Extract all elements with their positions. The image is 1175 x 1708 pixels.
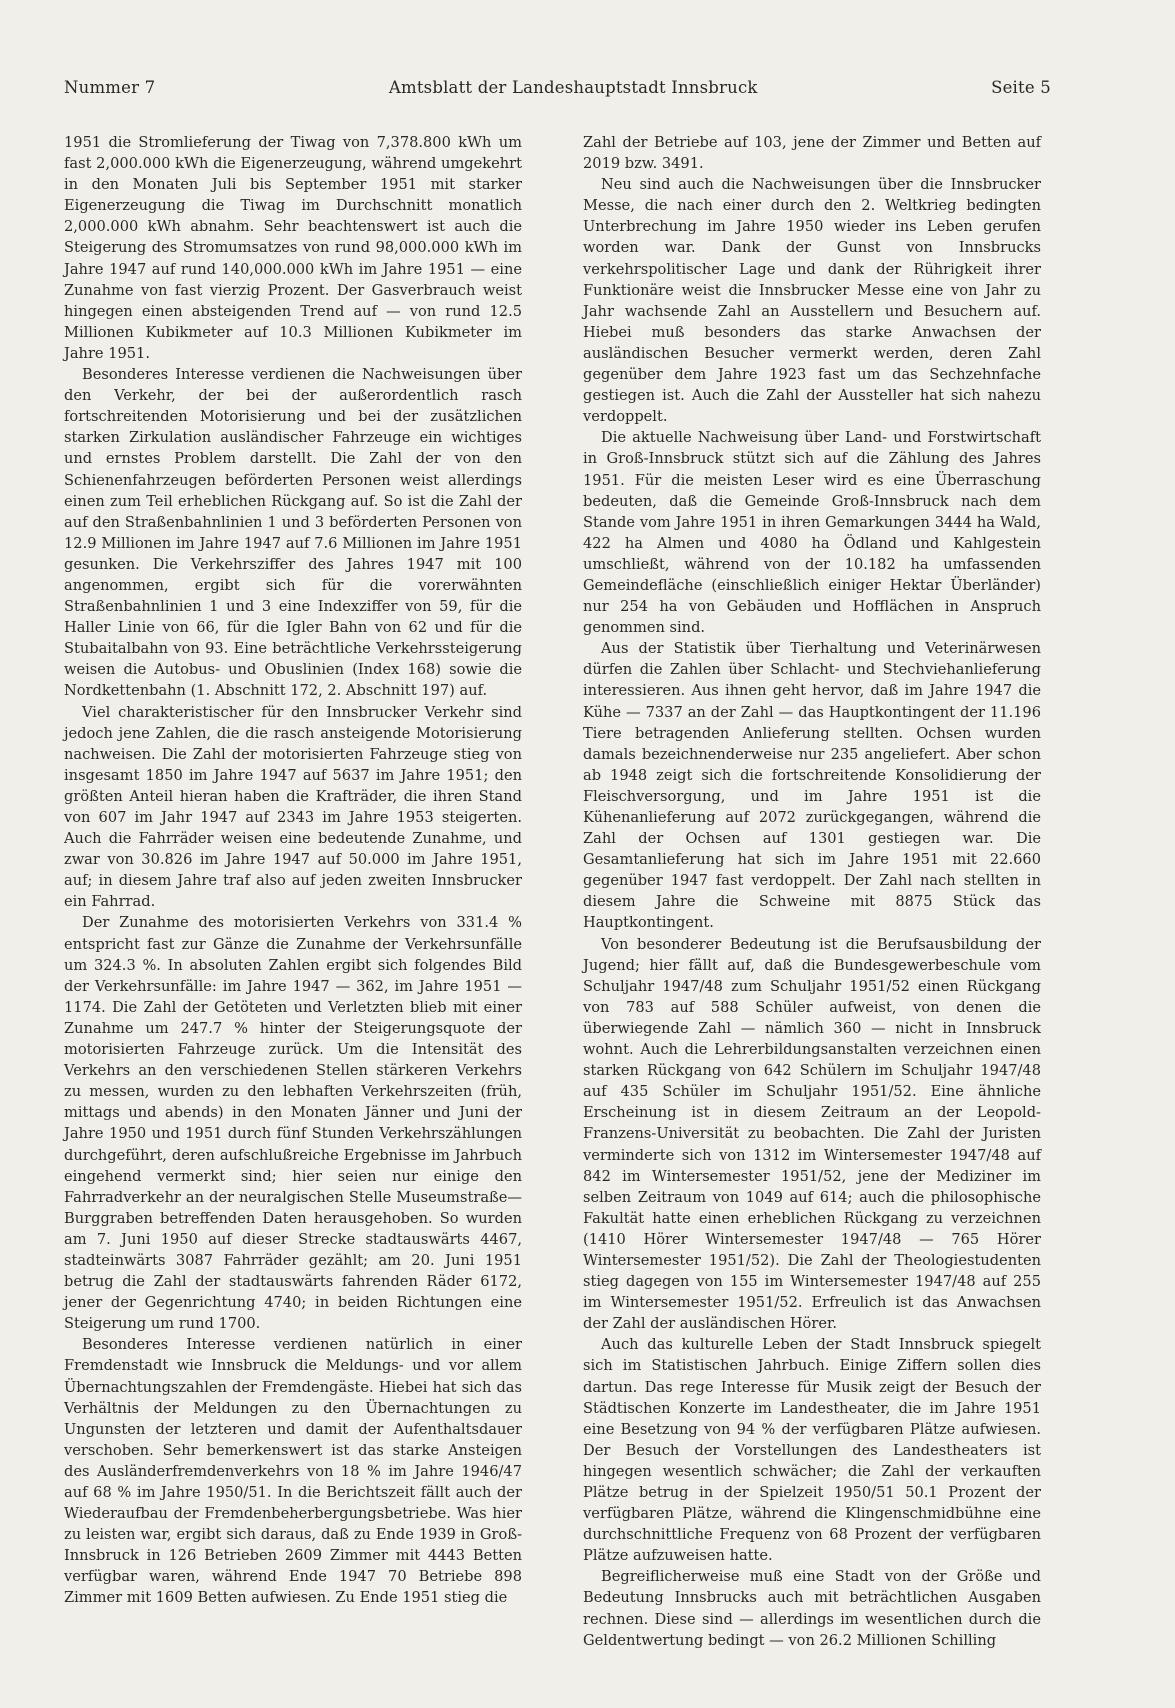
paragraph: Von besonderer Bedeutung ist die Berufsausbildung der Jugend; hier fällt auf, daß die Bundesgewerbeschule vom Schuljahr 1947/48 zum Schuljahr 1951/52 einen Rückgang von 783 auf 588 Schüler aufweist, von denen die überwiegende Zahl — nämlich 360 — nicht in Innsbruck wohnt. Auch die Lehrerbildungsanstalten verzeichnen einen starken Rückgang von 642 Schülern im Schuljahr 1947/48 auf 435 Schüler im Schuljahr 1951/52. Eine ähnliche Erscheinung ist in diesem Zeitraum an der Leopold-Franzens-Universität zu beobachten. Die Zahl der Juristen verminderte sich von 1312 im Wintersemester 1947/48 auf 842 im Wintersemester 1951/52, jene der Mediziner im selben Zeitraum von 1049 auf 614; auch die philosophische Fakultät hatte einen erheblichen Rückgang zu verzeichnen (1410 Hörer Wintersemester 1947/48 — 765 Hörer Wintersemester 1951/52). Die Zahl der Theologiestudenten stieg dagegen von 155 im Wintersemester 1947/48 auf 255 im Wintersemester 1951/52. Erfreulich ist das Anwachsen der Zahl der ausländischen Hörer. <box>583 935 1041 1333</box>
paragraph: Aus der Statistik über Tierhaltung und Veterinärwesen dürfen die Zahlen über Schlacht- und Stechviehanlieferung interessieren. Aus ihnen geht hervor, daß im Jahre 1947 die Kühe — 7337 an der Zahl — das Hauptkontingent der 11.196 Tiere betragenden Anlieferung stellten. Ochsen wurden damals bezeichnenderweise nur 235 angeliefert. Aber schon ab 1948 zeigt sich die fortschreitende Konsolidierung der Fleischversorgung, und im Jahre 1951 ist die Kühenanlieferung auf 2072 zurückgegangen, während die Zahl der Ochsen auf 1301 gestiegen war. Die Gesamtanlieferung hat sich im Jahre 1951 mit 22.660 gegenüber 1947 fast verdoppelt. Der Zahl nach stellten in diesem Jahre die Schweine mit 8875 Stück das Hauptkontingent. <box>583 640 1041 932</box>
paragraph: Besonderes Interesse verdienen die Nachweisungen über den Verkehr, der bei der außerordentlich rasch fortschreitenden Motorisierung und bei der zusätzlichen starken Zirkulation ausländischer Fahrzeuge ein wichtiges und ernstes Problem darstellt. Die Zahl der von den Schienenfahrzeugen beförderten Personen weist allerdings einen zum Teil erheblichen Rückgang auf. So ist die Zahl der auf den Straßenbahnlinien 1 und 3 beförderten Personen von 12.9 Millionen im Jahre 1947 auf 7.6 Millionen im Jahre 1951 gesunken. Die Verkehrsziffer des Jahres 1947 mit 100 angenommen, ergibt sich für die vorerwähnten Straßenbahnlinien 1 und 3 eine Indexziffer von 59, für die Haller Linie von 66, für die Igler Bahn von 62 und für die Stubaitalbahn von 93. Eine beträchtliche Verkehrssteigerung weisen die Autobus- und Obuslinien (Index 168) sowie die Nordkettenbahn (1. Abschnitt 172, 2. Abschnitt 197) auf. <box>64 366 522 700</box>
paragraph: 1951 die Stromlieferung der Tiwag von 7,378.800 kWh um fast 2,000.000 kWh die Eigenerzeugung, während umgekehrt in den Monaten Juli bis September 1951 mit starker Eigenerzeugung die Tiwag im Durchschnitt monatlich 2,000.000 kWh abnahm. Sehr beachtenswert ist auch die Steigerung des Stromumsatzes von rund 98,000.000 kWh im Jahre 1947 auf rund 140,000.000 kWh im Jahre 1951 — eine Zunahme von fast vierzig Prozent. Der Gasverbrauch weist hingegen einen absteigenden Trend auf — von rund 12.5 Millionen Kubikmeter auf 10.3 Millionen Kubikmeter im Jahre 1951. <box>64 134 522 362</box>
issue-number: Nummer 7 <box>64 78 156 97</box>
page-header <box>64 78 1051 97</box>
left-column <box>64 132 522 1609</box>
paragraph: Viel charakteristischer für den Innsbrucker Verkehr sind jedoch jene Zahlen, die die rasch ansteigende Motorisierung nachweisen. Die Zahl der motorisierten Fahrzeuge stieg von insgesamt 1850 im Jahre 1947 auf 5637 im Jahre 1951; den größten Anteil hieran haben die Krafträder, die ihren Stand von 607 im Jahr 1947 auf 2343 im Jahre 1953 steigerten. Auch die Fahrräder weisen eine bedeutende Zunahme, und zwar von 30.826 im Jahre 1947 auf 50.000 im Jahre 1951, auf; in diesem Jahre traf also auf jeden zweiten Innsbrucker ein Fahrrad. <box>64 703 522 911</box>
paragraph: Begreiflicherweise muß eine Stadt von der Größe und Bedeutung Innsbrucks auch mit beträchtlichen Ausgaben rechnen. Diese sind — allerdings im wesentlichen durch die Geldentwertung bedingt — von 26.2 Millionen Schilling <box>583 1568 1041 1649</box>
paragraph: Neu sind auch die Nachweisungen über die Innsbrucker Messe, die nach einer durch den 2. Weltkrieg bedingten Unterbrechung im Jahre 1950 wieder ins Leben gerufen worden war. Dank der Gunst von Innsbrucks verkehrspolitischer Lage und dank der Rührigkeit ihrer Funktionäre weist die Innsbrucker Messe eine von Jahr zu Jahr wachsende Zahl an Ausstellern und Besuchern auf. Hiebei muß besonders das starke Anwachsen der ausländischen Besucher vermerkt werden, deren Zahl gegenüber dem Jahre 1923 fast um das Sechzehnfache gestiegen ist. Auch die Zahl der Aussteller hat sich nahezu verdoppelt. <box>583 176 1041 426</box>
page-number: Seite 5 <box>991 78 1051 97</box>
right-column <box>583 132 1041 1651</box>
paragraph: Besonderes Interesse verdienen natürlich in einer Fremdenstadt wie Innsbruck die Meldungs- und vor allem Übernachtungszahlen der Fremdengäste. Hiebei hat sich das Verhältnis der Meldungen zu den Übernachtungen zu Ungunsten der letzteren und damit der Aufenthaltsdauer verschoben. Sehr bemerkenswert ist das starke Ansteigen des Ausländerfremdenverkehrs von 18 % im Jahre 1946/47 auf 68 % im Jahre 1950/51. In die Berichtszeit fällt auch der Wiederaufbau der Fremdenbeherbergungsbetriebe. Was hier zu leisten war, ergibt sich daraus, daß zu Ende 1939 in Groß-Innsbruck in 126 Betrieben 2609 Zimmer mit 4443 Betten verfügbar waren, während Ende 1947 70 Betriebe 898 Zimmer mit 1609 Betten aufwiesen. Zu Ende 1951 stieg die <box>64 1336 522 1607</box>
paragraph: Der Zunahme des motorisierten Verkehrs von 331.4 % entspricht fast zur Gänze die Zunahme der Verkehrsunfälle um 324.3 %. In absoluten Zahlen ergibt sich folgendes Bild der Verkehrsunfälle: im Jahre 1947 — 362, im Jahre 1951 — 1174. Die Zahl der Getöteten und Verletzten blieb mit einer Zunahme um 247.7 % hinter der Steigerungsquote der motorisierten Fahrzeuge zurück. Um die Intensität des Verkehrs an den verschiedenen Stellen stärkeren Verkehrs zu messen, wurden zu den lebhaften Verkehrszeiten (früh, mittags und abends) in den Monaten Jänner und Juni der Jahre 1950 und 1951 durch fünf Stunden Verkehrszählungen durchgeführt, deren aufschlußreiche Ergebnisse im Jahrbuch eingehend vermerkt sind; hier seien nur einige den Fahrradverkehr an der neuralgischen Stelle Museumstraße—Burggraben betreffenden Daten herausgehoben. So wurden am 7. Juni 1950 auf dieser Strecke stadtauswärts 4467, stadteinwärts 3087 Fahrräder gezählt; am 20. Juni 1951 betrug die Zahl der stadtauswärts fahrenden Räder 6172, jener der Gegenrichtung 4740; in beiden Richtungen eine Steigerung um rund 1700. <box>64 914 522 1333</box>
paragraph: Die aktuelle Nachweisung über Land- und Forstwirtschaft in Groß-Innsbruck stützt sich auf die Zählung des Jahres 1951. Für die meisten Leser wird es eine Überraschung bedeuten, daß die Gemeinde Groß-Innsbruck nach dem Stande vom Jahre 1951 in ihren Gemarkungen 3444 ha Wald, 422 ha Almen und 4080 ha Ödland und Kahlgestein umschließt, während von der 10.182 ha umfassenden Gemeindefläche (einschließlich einiger Hektar Überländer) nur 254 ha von Gebäuden und Hofflächen in Anspruch genommen sind. <box>583 429 1041 637</box>
publication-title: Amtsblatt der Landeshauptstadt Innsbruck <box>388 78 758 97</box>
paragraph: Auch das kulturelle Leben der Stadt Innsbruck spiegelt sich im Statistischen Jahrbuch. Einige Ziffern sollen dies dartun. Das rege Interesse für Musik zeigt der Besuch der Städtischen Konzerte im Landestheater, die im Jahre 1951 eine Besetzung von 94 % der verfügbaren Plätze aufwiesen. Der Besuch der Vorstellungen des Landestheaters ist hingegen wesentlich schwächer; die Zahl der verkauften Plätze betrug in der Spielzeit 1950/51 50.1 Prozent der verfügbaren Plätze, während die Klingenschmidbühne eine durchschnittliche Frequenz von 68 Prozent der verfügbaren Plätze aufzuweisen hatte. <box>583 1336 1041 1565</box>
paragraph: Zahl der Betriebe auf 103, jene der Zimmer und Betten auf 2019 bzw. 3491. <box>583 134 1041 173</box>
